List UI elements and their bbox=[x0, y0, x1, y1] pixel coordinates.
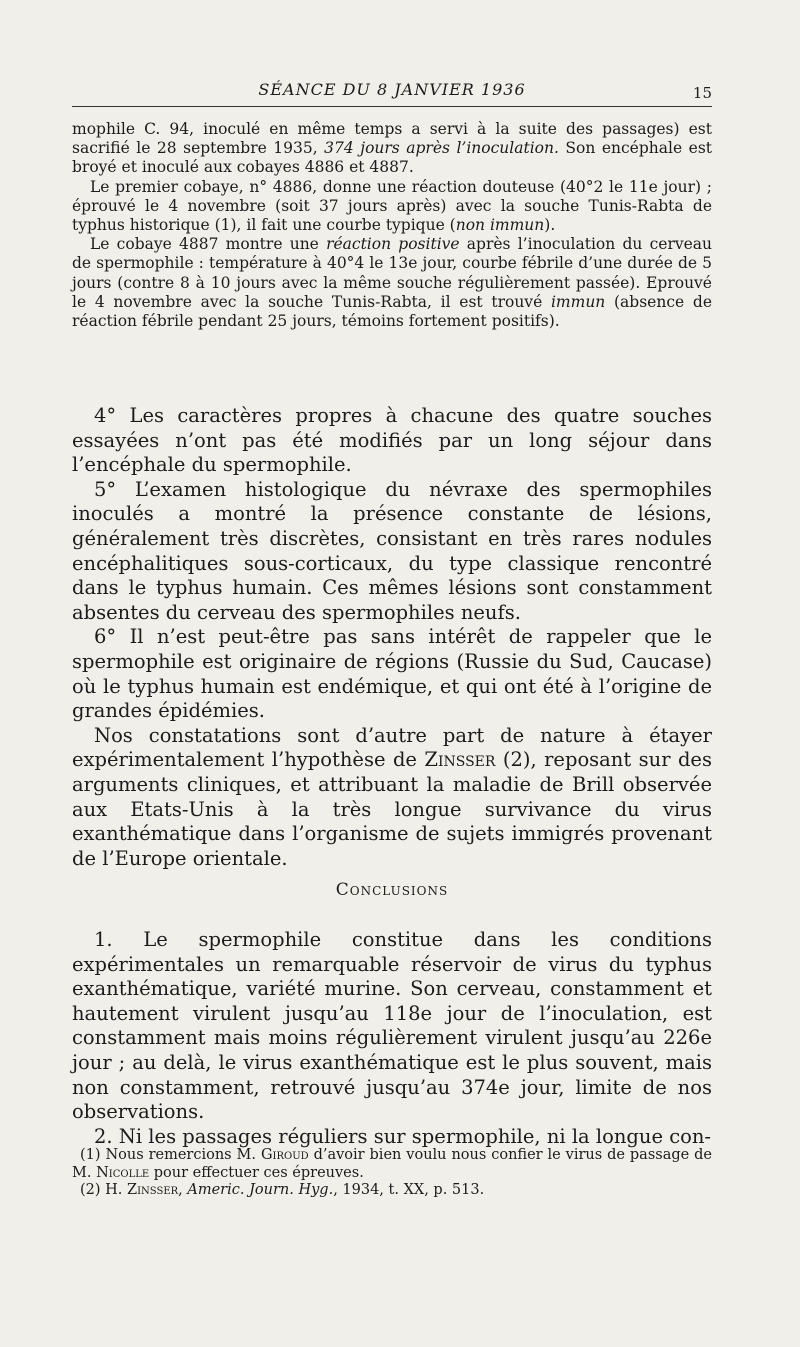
text-run: Le premier cobaye, n° 4886, donne une réaction douteuse (40°2 le 11e jour) ; éprouvé le 4 novembre (soit 37 jours après) avec la souche Tunis-Rabta de typhus historique (1), il fait une courbe typique ( bbox=[72, 177, 712, 235]
paragraph bbox=[72, 724, 712, 872]
paragraph: 4° Les caractères propres à chacune des quatre souches essayées n’ont pas été modifiés par un long séjour dans l’encéphale du spermophile. bbox=[72, 404, 712, 477]
author-name: Zinsser bbox=[424, 748, 496, 772]
paragraph: 6° Il n’est peut-être pas sans intérêt de rappeler que le spermophile est originaire de régions (Russie du Sud, Caucase) où le typhus humain est endémique, et qui ont été à l’origine de grandes épidémies. bbox=[72, 625, 712, 723]
page-header bbox=[72, 78, 712, 107]
observations bbox=[72, 404, 712, 871]
text-run: , 1934, t. XX, p. 513. bbox=[333, 1182, 485, 1198]
text-run: , bbox=[178, 1182, 188, 1198]
author-name: Nicolle bbox=[96, 1164, 150, 1181]
journal-title: Americ. Journ. Hyg. bbox=[187, 1182, 334, 1198]
text-run: (2) H. bbox=[80, 1182, 128, 1198]
experiment-notes bbox=[72, 120, 712, 331]
text-run: ). bbox=[544, 216, 556, 235]
text-run: Nos constatations sont d’autre part de nature à étayer expérimentalement l’hypothèse de bbox=[72, 723, 712, 772]
paragraph: 1. Le spermophile constitue dans les conditions expérimentales un remarquable réservoir de virus du typhus exanthématique, variété murine. Son cerveau, constamment et hautement virulent jusqu’au 118e jour de l’inoculation, est constamment mais moins régulièrement virulent jusqu’au 226e jour ; au delà, le virus exanthématique est le plus souvent, mais non constamment, retrouvé jusqu’au 374e jour, limite de nos observations. bbox=[72, 928, 712, 1124]
footnotes bbox=[72, 1147, 712, 1200]
paragraph bbox=[72, 178, 712, 236]
footnote bbox=[72, 1182, 712, 1200]
paragraph: 5° L’examen histologique du névraxe des spermophiles inoculés a montré la présence constante de lésions, généralement très discrètes, consistant en très rares nodules encéphalitiques sous-corticaux, du type classique rencontré dans le typhus humain. Ces mêmes lésions sont constamment absentes du cerveau des spermophiles neufs. bbox=[72, 477, 712, 624]
paragraph bbox=[72, 235, 712, 331]
text-run: (2), reposant sur des arguments cliniques, et attribuant la maladie de Brill observée aux Etats-Unis à la très longue survivance du virus exanthématique dans l’organisme de sujets immigrés provenant de l’Europe orientale. bbox=[72, 748, 712, 870]
emphasis: immun bbox=[550, 292, 606, 311]
footnote bbox=[72, 1147, 712, 1182]
page-number: 15 bbox=[692, 84, 712, 102]
paragraph: 2. Ni les passages réguliers sur spermophile, ni la longue con- bbox=[94, 1124, 712, 1148]
emphasis: 374 jours après l’inoculation. bbox=[324, 139, 559, 158]
emphasis: non immun bbox=[455, 216, 545, 235]
text-run: d’avoir bien voulu nous confier le virus de passage de M. bbox=[72, 1147, 713, 1181]
emphasis: réaction positive bbox=[326, 235, 460, 254]
author-name: Zinsser bbox=[127, 1182, 179, 1198]
text-run: (absence de réaction fébrile pendant 25 jours, témoins fortement positifs). bbox=[72, 292, 713, 331]
text-run: après l’inoculation du cerveau de spermophile : température à 40°4 le 13e jour, courbe fébrile d’une durée de 5 jours (contre 8 à 10 jours avec la même souche régulièrement passée). Eprouvé le 4 novembre avec la souche Tunis-Rabta, il est trouvé bbox=[72, 235, 713, 311]
conclusions bbox=[72, 928, 712, 1149]
text-run: Son encéphale est broyé et inoculé aux cobayes 4886 et 4887. bbox=[72, 139, 712, 177]
text-run: Le cobaye 4887 montre une bbox=[90, 235, 327, 254]
text-run: pour effectuer ces épreuves. bbox=[149, 1164, 364, 1181]
text-run: (1) Nous remercions M. bbox=[80, 1147, 261, 1163]
author-name: Giroud bbox=[260, 1147, 309, 1163]
text-run: mophile C. 94, inoculé en même temps a servi à la suite des passages) est sacrifié le 28 septembre 1935, bbox=[72, 120, 712, 158]
paragraph bbox=[72, 120, 712, 178]
running-title: SÉANCE DU 8 JANVIER 1936 bbox=[258, 80, 526, 99]
section-heading: Conclusions bbox=[335, 880, 449, 900]
